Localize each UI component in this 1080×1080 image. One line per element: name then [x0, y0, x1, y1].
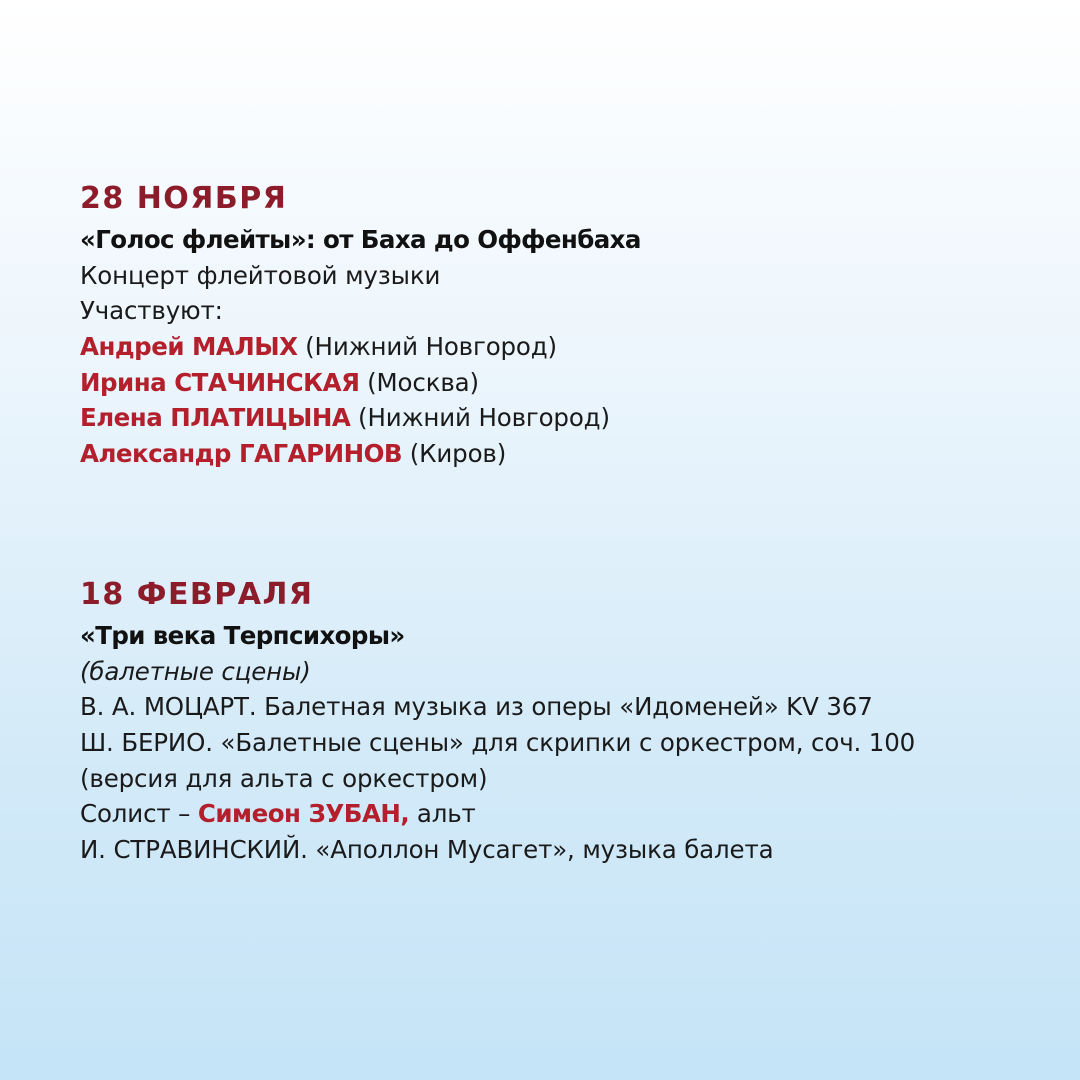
program-item: В. А. МОЦАРТ. Балетная музыка из оперы «Идоменей» KV 367 [80, 692, 873, 722]
participant-row [80, 400, 1040, 436]
participant-name: Андрей МАЛЫХ [80, 332, 298, 362]
program-item: И. СТРАВИНСКИЙ. «Аполлон Мусагет», музыка балета [80, 835, 774, 865]
event-subtitle: Концерт флейтовой музыки [80, 260, 441, 290]
participant-row [80, 436, 1040, 472]
event-feb-18 [80, 572, 1040, 868]
program-item: (версия для альта с оркестром) [80, 763, 488, 793]
soloist-name: Симеон ЗУБАН, [197, 799, 410, 829]
program-item: Ш. БЕРИО. «Балетные сцены» для скрипки с оркестром, соч. 100 [80, 728, 916, 758]
participant-city: (Нижний Новгород) [297, 332, 557, 362]
event-subtitle: (балетные сцены) [80, 656, 311, 686]
event-title: «Три века Терпсихоры» [80, 621, 405, 650]
participant-name: Ирина СТАЧИНСКАЯ [80, 367, 360, 397]
participant-row [80, 329, 1040, 365]
participant-city: (Киров) [402, 439, 507, 469]
event-date: 18 ФЕВРАЛЯ [80, 577, 314, 612]
participant-row [80, 365, 1040, 401]
participant-name: Елена ПЛАТИЦЫНА [80, 403, 351, 433]
participant-city: (Москва) [359, 367, 479, 397]
event-nov-28 [80, 176, 1040, 472]
soloist-instrument: альт [409, 799, 476, 829]
participant-city: (Нижний Новгород) [350, 403, 610, 433]
event-date: 28 НОЯБРЯ [80, 181, 288, 216]
event-title: «Голос флейты»: от Баха до Оффенбаха [80, 225, 641, 254]
participant-name: Александр ГАГАРИНОВ [80, 439, 403, 469]
soloist-prefix: Солист – [80, 799, 198, 829]
soloist-row [80, 796, 1040, 832]
participants-label: Участвуют: [80, 296, 223, 326]
